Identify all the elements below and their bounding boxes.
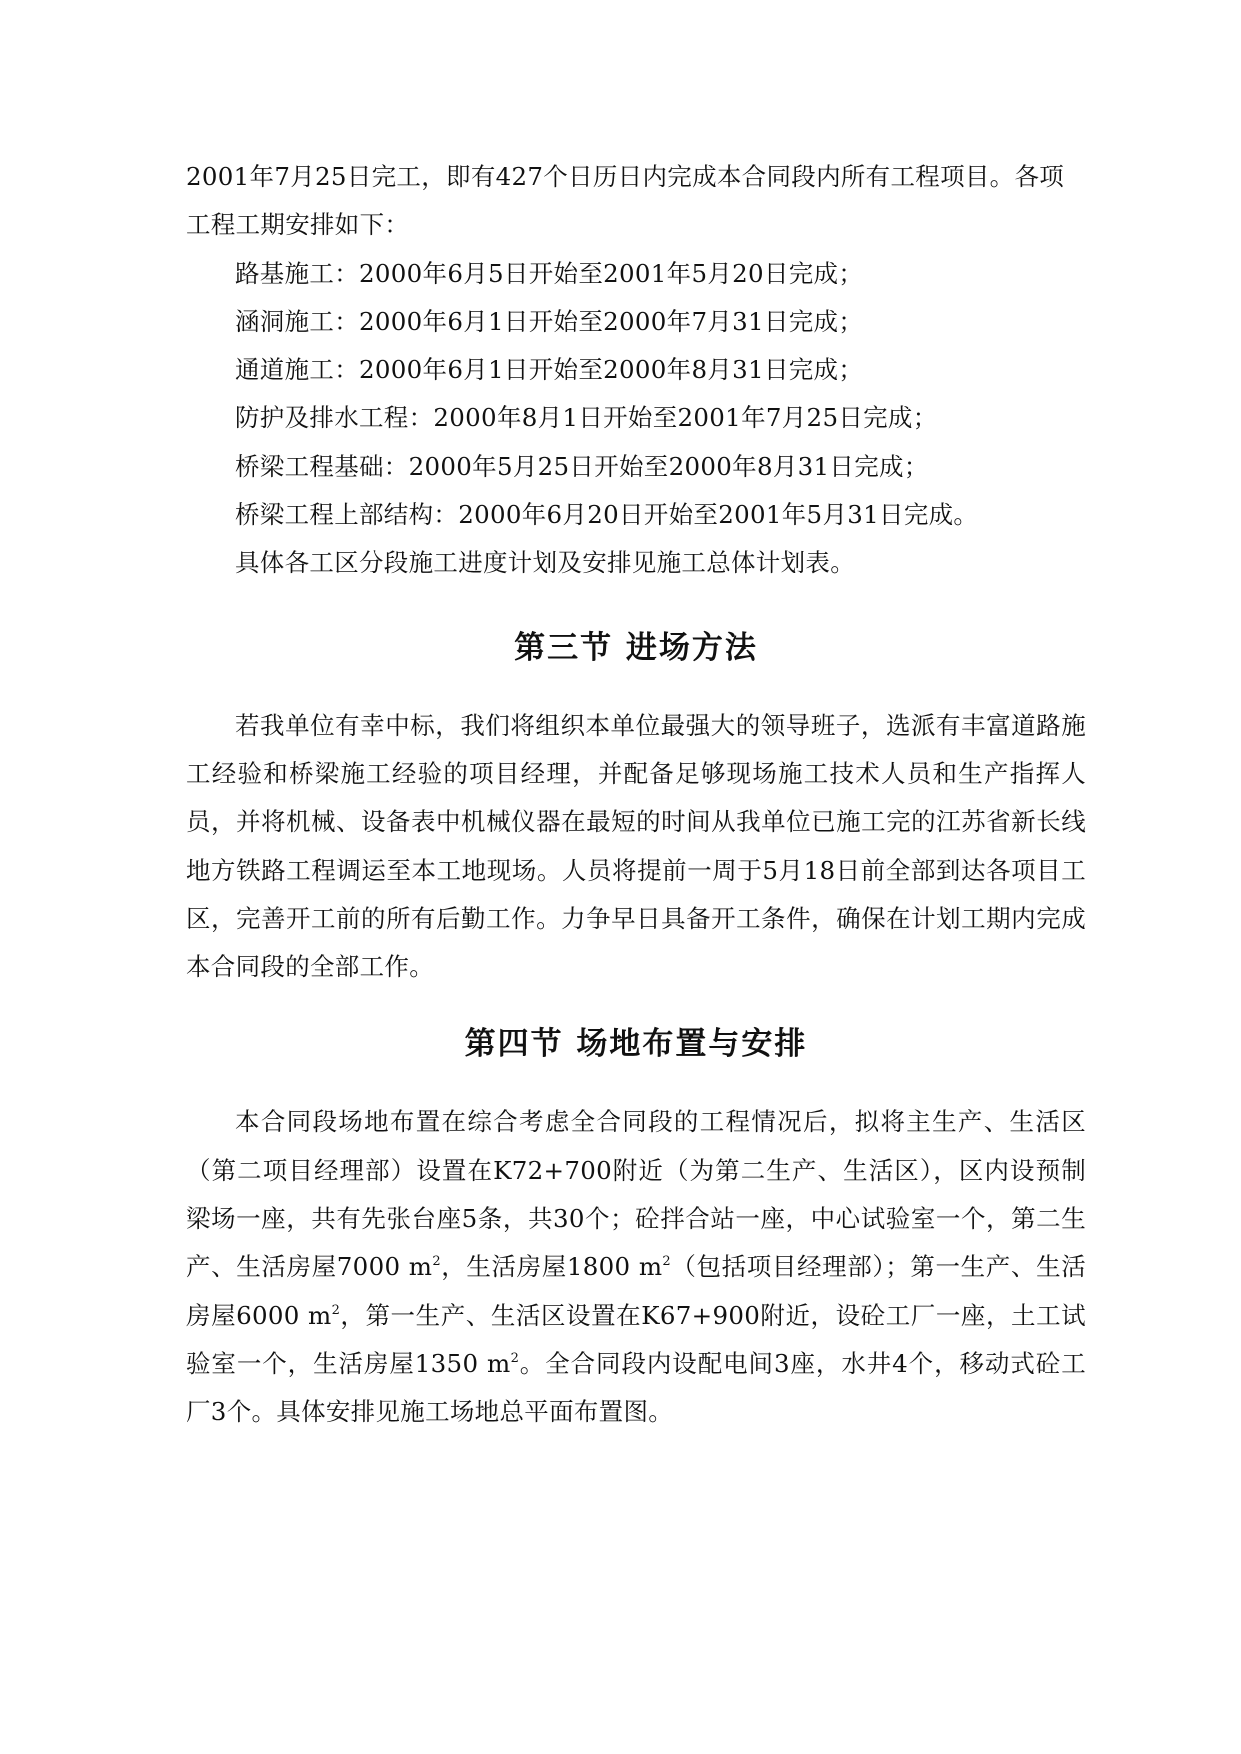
superscript-squared: 2 [331,1302,341,1318]
intro-paragraph [186,153,1086,250]
schedule-note: 具体各工区分段施工进度计划及安排见施工总体计划表。 [235,548,855,578]
schedule-item-culvert: 涵洞施工：2000年6月1日开始至2000年7月31日完成； [235,306,864,336]
document-body [186,153,1086,1437]
schedule-item-passage: 通道施工：2000年6月1日开始至2000年8月31日完成； [235,355,864,385]
schedule-item-subgrade: 路基施工：2000年6月5日开始至2001年5月20日完成； [235,258,864,288]
superscript-squared: 2 [510,1350,520,1366]
schedule-item-bridge-superstructure: 桥梁工程上部结构：2000年6月20日开始至2001年5月31日完成。 [235,500,979,530]
section-3-paragraph: 若我单位有幸中标，我们将组织本单位最强大的领导班子，选派有丰富道路施工经验和桥梁施工经验的项目经理，并配备足够现场施工技术人员和生产指挥人员，并将机械、设备表中机械仪器在最短的时间从我单位已施工完的江苏省新长线地方铁路工程调运至本工地现场。人员将提前一周于5月18日前全部到达各项目工区，完善开工前的所有后勤工作。力争早日具备开工条件，确保在计划工期内完成本合同段的全部工作。 [186,710,1086,982]
section-3-heading: 第三节 进场方法 [514,629,758,666]
superscript-squared: 2 [662,1254,671,1270]
schedule-item-drainage: 防护及排水工程：2000年8月1日开始至2001年7月25日完成； [235,403,938,433]
section-4-text-2: ，生活房屋1800 m [440,1252,663,1282]
section-4-text-1: 本合同段场地布置在综合考虑全合同段的工程情况后，拟将主生产、生活区（第二项目经理部）设置在K72+700附近（为第二生产、生活区），区内设预制梁场一座，共有先张台座5条，共30个；砼拌合站一座，中心试验室一个，第二生产、生活房屋7000 m [186,1107,1086,1282]
section-4-heading: 第四节 场地布置与安排 [464,1026,808,1063]
section-4-text-4: ，第一生产、生活区设置在K67+900附近，设砼工厂一座，土工试验室一个，生活房屋1350 m [186,1300,1086,1378]
section-4-text-3: （包括项目经理部）；第一生产、生活房屋6000 m [186,1252,1086,1330]
intro-line-1: 2001年7月25日完工，即有427个日历日内完成本合同段内所有工程项目。各项 [186,162,1065,191]
section-4-paragraph [186,1098,1086,1436]
intro-line-2: 工程工期安排如下： [186,210,410,240]
superscript-squared: 2 [432,1254,441,1270]
schedule-item-bridge-foundation: 桥梁工程基础：2000年5月25日开始至2000年8月31日完成； [235,451,929,481]
section-4-text-5: 。全合同段内设配电间3座，水井4个，移动式砼工厂3个。具体安排见施工场地总平面布置图。 [186,1348,1086,1427]
